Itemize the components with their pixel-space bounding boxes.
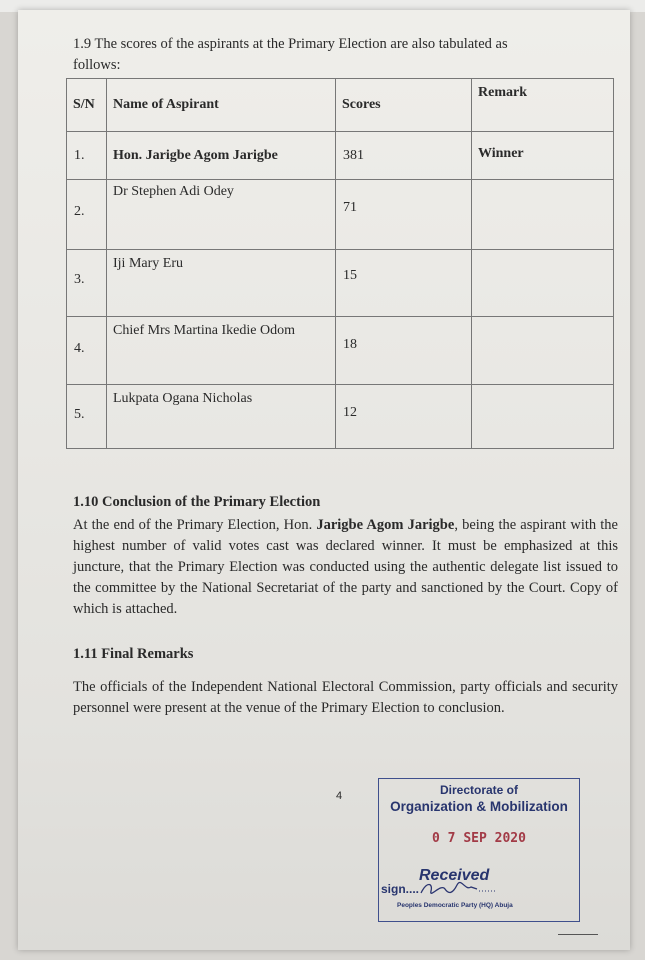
stamp-sign-label: sign.... bbox=[381, 882, 420, 896]
row-name: Dr Stephen Adi Odey bbox=[113, 184, 234, 199]
final-remarks-paragraph: The officials of the Independent National Electoral Commission, party officials and security personnel were present at the venue of the Primary Election to conclusion. bbox=[73, 679, 618, 716]
final-remarks-heading: 1.11 Final Remarks bbox=[73, 646, 194, 662]
row-score: 12 bbox=[343, 405, 357, 420]
document-page bbox=[18, 10, 630, 950]
row-score: 71 bbox=[343, 200, 357, 215]
row-sn: 1. bbox=[74, 148, 85, 163]
row-name: Iji Mary Eru bbox=[113, 256, 183, 271]
row-sn: 4. bbox=[74, 341, 85, 356]
intro-line-2: follows: bbox=[73, 57, 121, 73]
table-row bbox=[67, 132, 614, 180]
conclusion-heading: 1.10 Conclusion of the Primary Election bbox=[73, 494, 321, 510]
stamp-line-2: Organization & Mobilization bbox=[390, 799, 568, 814]
signature-scribble-icon bbox=[419, 879, 499, 897]
row-score: 381 bbox=[343, 148, 364, 163]
stamp-org: Peoples Democratic Party (HQ) Abuja bbox=[397, 902, 513, 909]
table-row bbox=[67, 385, 614, 449]
row-name: Chief Mrs Martina Ikedie Odom bbox=[113, 323, 295, 338]
intro-line-1: 1.9 The scores of the aspirants at the Primary Election are also tabulated as bbox=[73, 36, 508, 52]
table-row bbox=[67, 317, 614, 385]
stamp-underline bbox=[558, 934, 598, 935]
intro-text bbox=[73, 34, 618, 76]
stamp-line-1: Directorate of bbox=[439, 783, 519, 797]
table-row bbox=[67, 250, 614, 317]
conclusion-paragraph bbox=[73, 515, 618, 620]
header-remark: Remark bbox=[472, 79, 614, 132]
header-name: Name of Aspirant bbox=[107, 79, 336, 132]
stamp-date: 0 7 SEP 2020 bbox=[432, 831, 526, 846]
row-sn: 2. bbox=[74, 204, 85, 219]
conclusion-text-bold: Jarigbe Agom Jarigbe bbox=[316, 517, 455, 533]
table-row bbox=[67, 180, 614, 250]
row-sn: 3. bbox=[74, 272, 85, 287]
row-sn: 5. bbox=[74, 407, 85, 422]
received-stamp bbox=[378, 778, 580, 922]
conclusion-section bbox=[73, 492, 618, 620]
conclusion-text-end: , being the aspirant with the highest number of valid votes cast was declared winner. It must be emphasized at this juncture, that the Primary Election was conducted using the authentic delegate list issued to the committee by the National Secretariat of the party and sanctioned by the Court. Copy of which is attached. bbox=[73, 517, 618, 617]
row-name: Hon. Jarigbe Agom Jarigbe bbox=[113, 148, 278, 163]
header-scores: Scores bbox=[336, 79, 472, 132]
row-remark: Winner bbox=[478, 146, 524, 161]
conclusion-text-start: At the end of the Primary Election, Hon. bbox=[73, 517, 317, 533]
row-name: Lukpata Ogana Nicholas bbox=[113, 391, 253, 406]
stamp-received: Received bbox=[419, 867, 490, 884]
row-score: 18 bbox=[343, 337, 357, 352]
header-sn: S/N bbox=[67, 79, 107, 132]
scores-table bbox=[66, 78, 614, 449]
table-header-row bbox=[67, 79, 614, 132]
row-score: 15 bbox=[343, 268, 357, 283]
final-remarks-section bbox=[73, 644, 618, 719]
page-number: 4 bbox=[336, 790, 343, 802]
